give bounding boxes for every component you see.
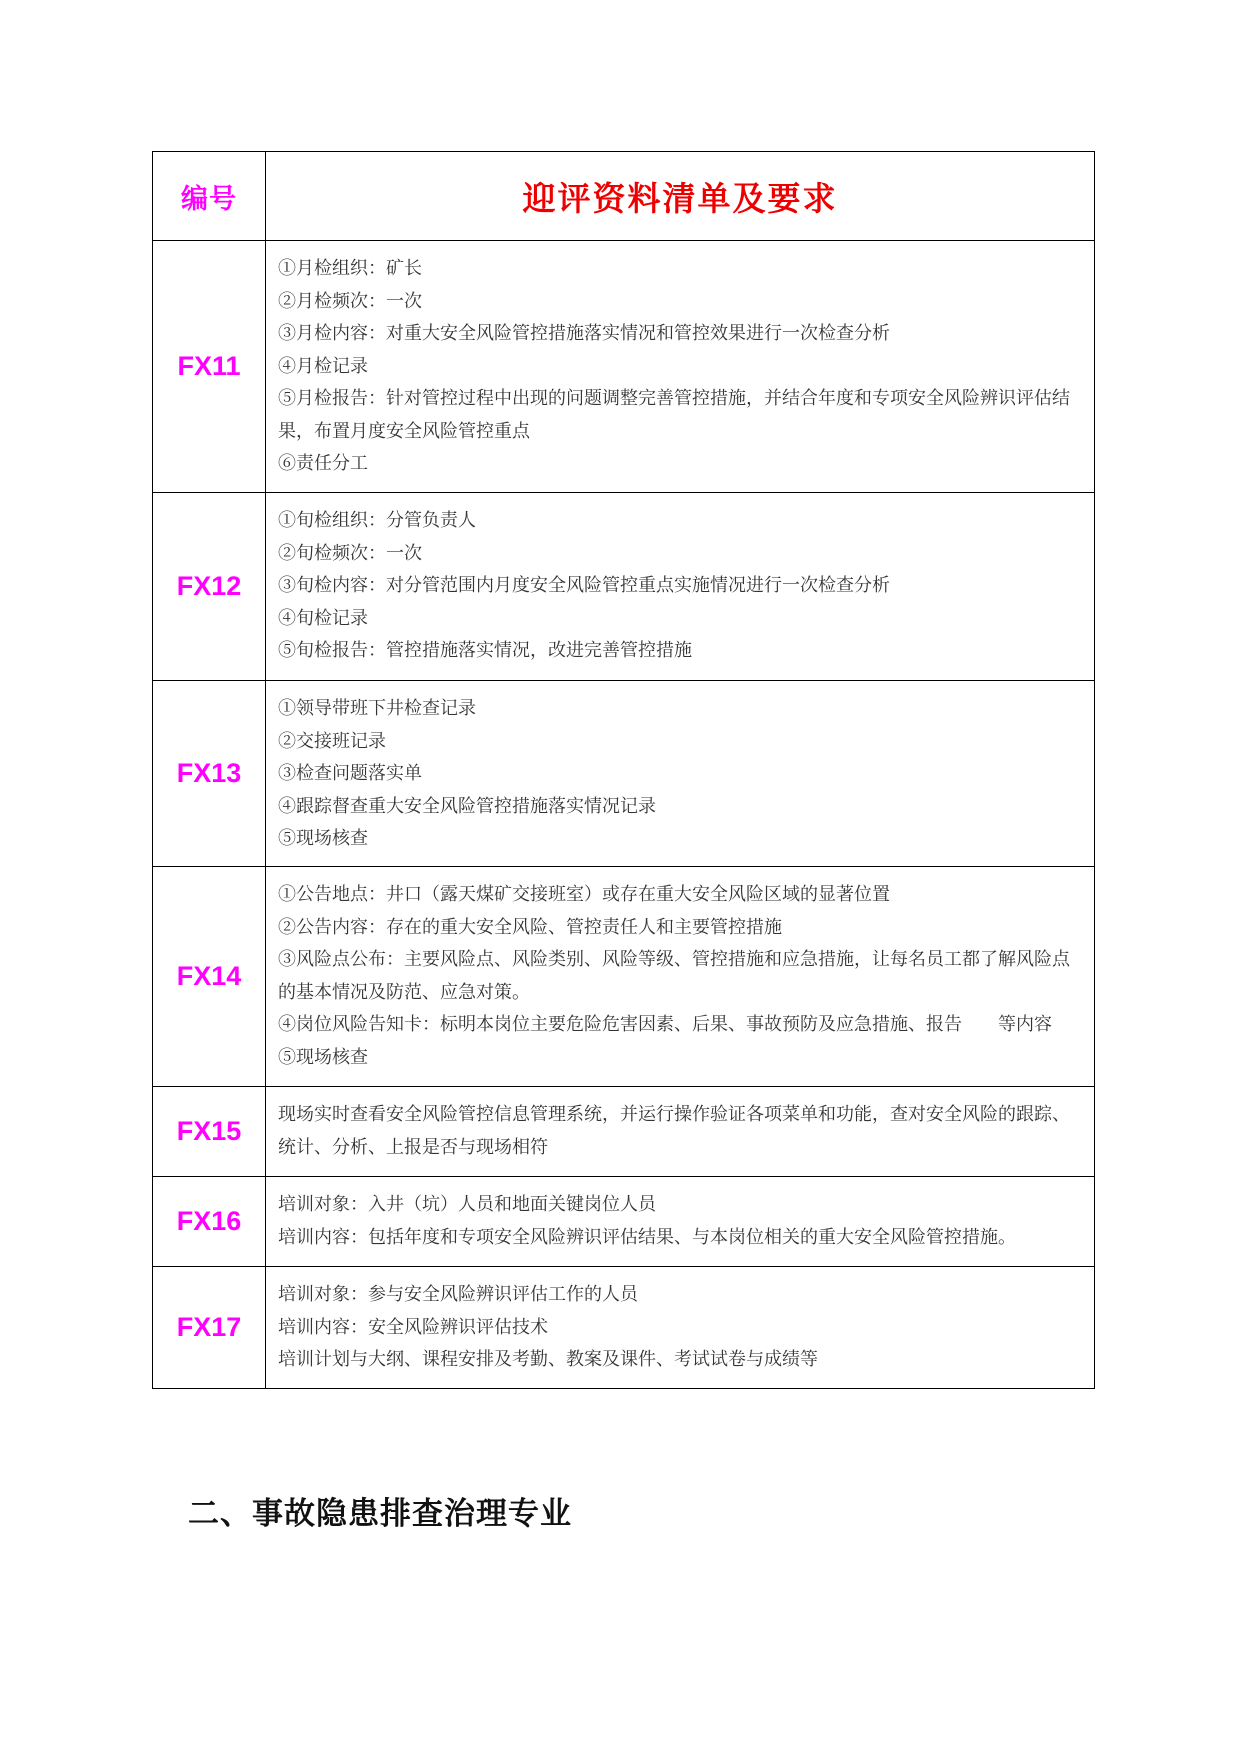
table-row xyxy=(153,867,1095,1087)
requirement-line: 培训对象：参与安全风险辨识评估工作的人员 xyxy=(278,1284,638,1305)
table-row xyxy=(153,681,1095,867)
requirement-line: ③检查问题落实单 xyxy=(278,763,422,784)
header-requirements: 迎评资料清单及要求 xyxy=(266,152,1095,241)
requirement-line: 培训内容：包括年度和专项安全风险辨识评估结果、与本岗位相关的重大安全风险管控措施。 xyxy=(278,1226,1016,1248)
row-code: FX17 xyxy=(153,1267,266,1389)
requirement-line: ③风险点公布：主要风险点、风险类别、风险等级、管控措施和应急措施，让每名员工都了解风险点的基本情况及防范、应急对策。 xyxy=(278,949,1070,1003)
requirement-line: 培训对象：入井（坑）人员和地面关键岗位人员 xyxy=(278,1194,656,1215)
row-code: FX11 xyxy=(153,241,266,493)
requirement-line: ③旬检内容：对分管范围内月度安全风险管控重点实施情况进行一次检查分析 xyxy=(278,575,890,596)
requirement-line: ⑤现场核查 xyxy=(278,828,368,849)
requirement-line: ②公告内容：存在的重大安全风险、管控责任人和主要管控措施 xyxy=(278,916,782,938)
table-row xyxy=(153,493,1095,681)
requirement-line: ④月检记录 xyxy=(278,355,368,377)
requirement-line: ①公告地点：井口（露天煤矿交接班室）或存在重大安全风险区域的显著位置 xyxy=(278,884,890,905)
requirement-line: ①领导带班下井检查记录 xyxy=(278,698,476,719)
requirement-line: ④旬检记录 xyxy=(278,607,368,629)
table-row xyxy=(153,1087,1095,1177)
requirement-line: ②交接班记录 xyxy=(278,730,386,752)
row-requirements xyxy=(266,867,1095,1087)
row-requirements xyxy=(266,681,1095,867)
requirements-table xyxy=(152,151,1095,1389)
row-code: FX16 xyxy=(153,1177,266,1267)
row-requirements xyxy=(266,1087,1095,1177)
row-requirements xyxy=(266,241,1095,493)
row-code: FX13 xyxy=(153,681,266,867)
row-requirements xyxy=(266,1267,1095,1389)
requirement-line: ⑤旬检报告：管控措施落实情况，改进完善管控措施 xyxy=(278,640,692,661)
row-requirements xyxy=(266,1177,1095,1267)
requirement-line: ①旬检组织：分管负责人 xyxy=(278,510,476,531)
requirement-line: 现场实时查看安全风险管控信息管理系统，并运行操作验证各项菜单和功能，查对安全风险的跟踪、统计、分析、上报是否与现场相符 xyxy=(278,1104,1070,1158)
table-row xyxy=(153,1267,1095,1389)
requirement-line: ⑥责任分工 xyxy=(278,453,368,474)
table-header-row xyxy=(153,152,1095,241)
requirement-line: ④跟踪督查重大安全风险管控措施落实情况记录 xyxy=(278,795,656,817)
row-code: FX14 xyxy=(153,867,266,1087)
requirement-line: ⑤月检报告：针对管控过程中出现的问题调整完善管控措施，并结合年度和专项安全风险辨识评估结果，布置月度安全风险管控重点 xyxy=(278,388,1070,442)
requirement-line: ①月检组织：矿长 xyxy=(278,258,422,279)
row-requirements xyxy=(266,493,1095,681)
row-code: FX12 xyxy=(153,493,266,681)
row-code: FX15 xyxy=(153,1087,266,1177)
section-title: 二、事故隐患排查治理专业 xyxy=(188,1496,572,1532)
table-row xyxy=(153,241,1095,493)
requirement-line: ④岗位风险告知卡：标明本岗位主要危险危害因素、后果、事故预防及应急措施、报告 等内容 xyxy=(278,1014,1052,1035)
requirement-line: ③月检内容：对重大安全风险管控措施落实情况和管控效果进行一次检查分析 xyxy=(278,323,890,344)
header-code: 编号 xyxy=(153,152,266,241)
requirement-line: 培训内容：安全风险辨识评估技术 xyxy=(278,1316,548,1338)
requirement-line: 培训计划与大纲、课程安排及考勤、教案及课件、考试试卷与成绩等 xyxy=(278,1349,818,1370)
requirement-line: ②旬检频次：一次 xyxy=(278,542,422,564)
requirement-line: ②月检频次：一次 xyxy=(278,290,422,312)
requirement-line: ⑤现场核查 xyxy=(278,1046,368,1068)
table-row xyxy=(153,1177,1095,1267)
